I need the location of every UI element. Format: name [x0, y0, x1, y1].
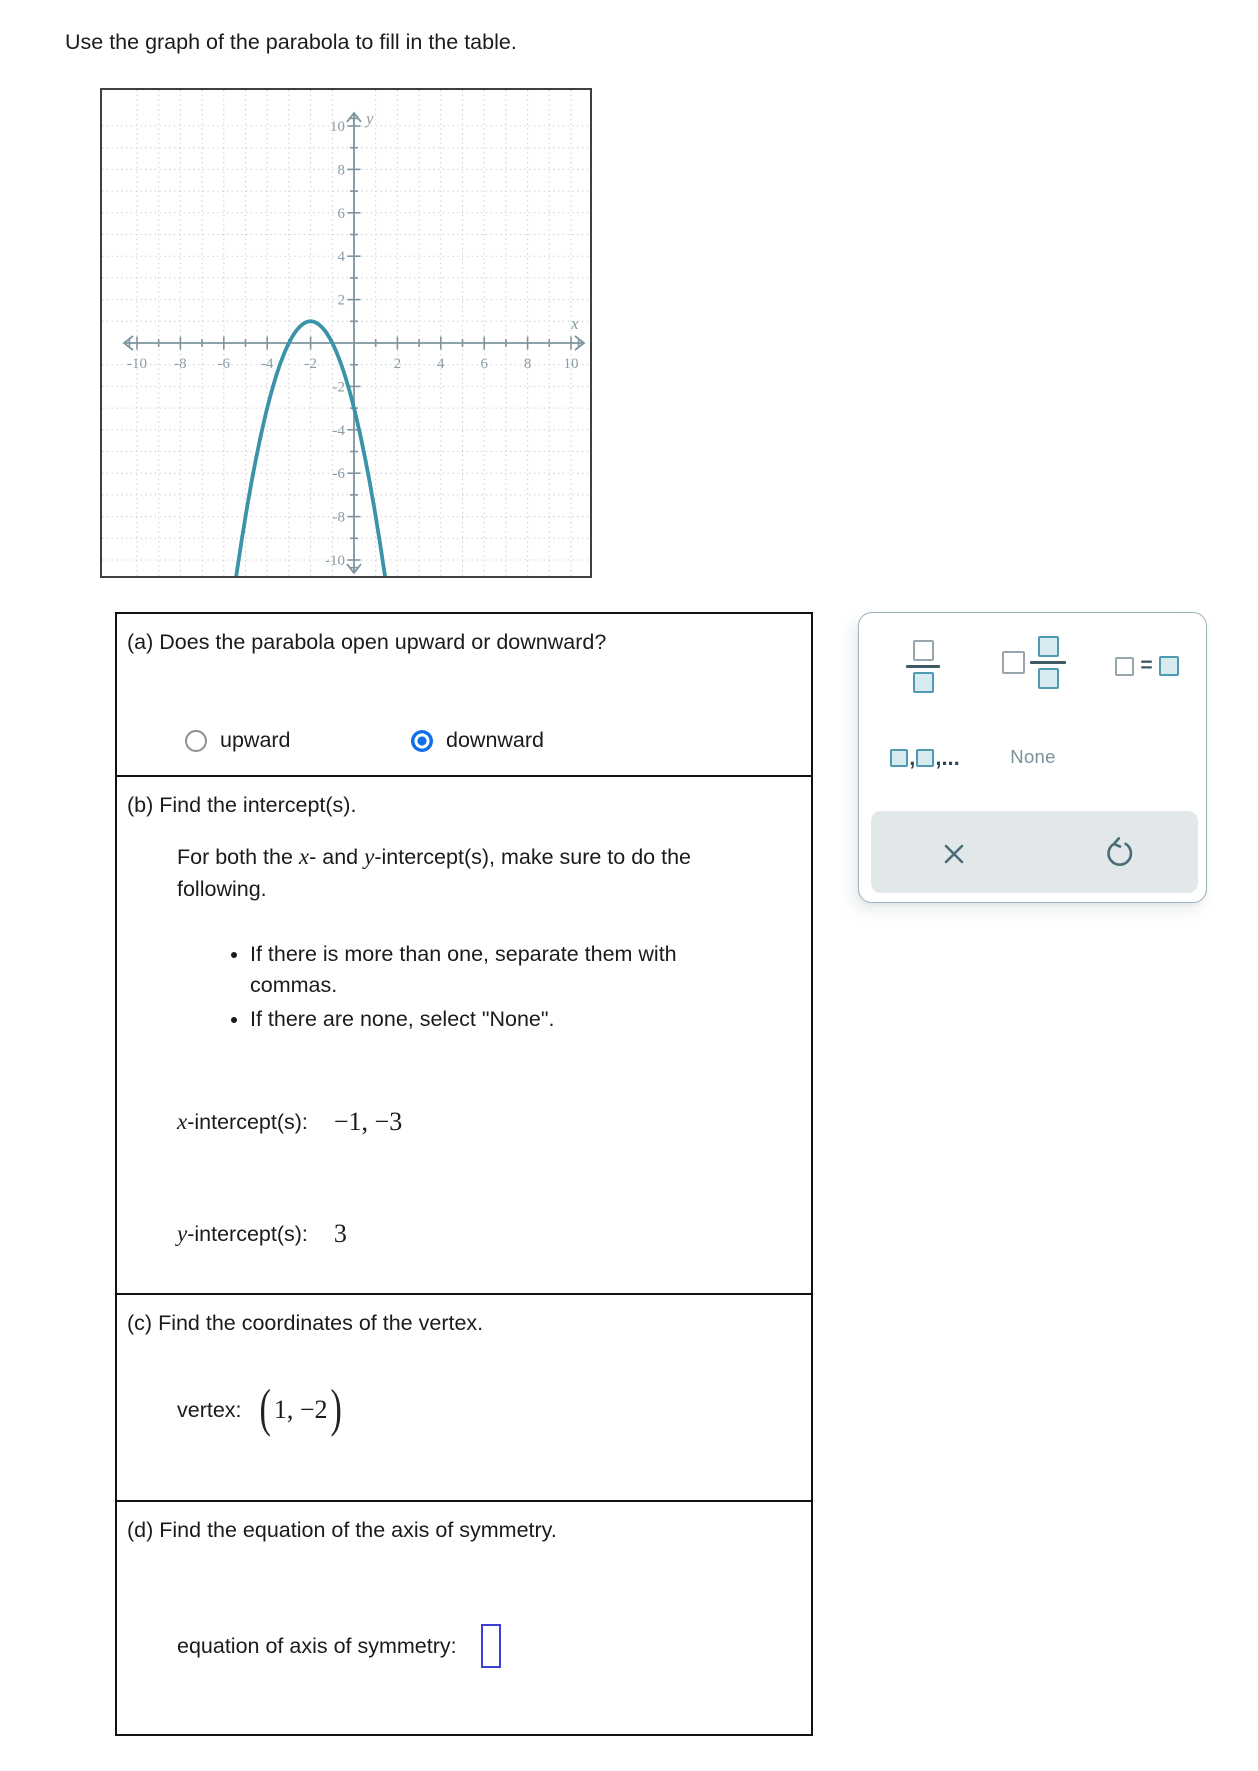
part-d-heading-text: Find the equation of the axis of symmetry.: [159, 1518, 557, 1542]
svg-text:-6: -6: [332, 466, 345, 483]
svg-text:-10: -10: [127, 356, 147, 372]
svg-text:y: y: [366, 108, 374, 128]
y-variable: y: [364, 844, 375, 869]
page-title: Use the graph of the parabola to fill in the table.: [65, 30, 517, 54]
axis-of-symmetry-row: [177, 1624, 501, 1668]
open-paren: (: [259, 1380, 271, 1438]
svg-text:-4: -4: [332, 422, 345, 439]
part-b-row: [117, 775, 811, 1293]
y-intercepts-value[interactable]: 3: [333, 1219, 347, 1248]
fraction-icon: [906, 640, 940, 693]
equation-icon: =: [1115, 654, 1178, 678]
part-a-question-text: Does the parabola open upward or downward?: [159, 630, 607, 654]
vertex-value[interactable]: [259, 1380, 342, 1438]
question-table: [115, 612, 813, 1736]
radio-option-downward[interactable]: [411, 728, 544, 753]
part-a-question: [127, 630, 606, 655]
svg-text:-2: -2: [304, 356, 317, 372]
note-segment: - and: [309, 845, 365, 869]
comma-list-template-button[interactable]: [879, 725, 971, 770]
svg-text:x: x: [571, 314, 579, 333]
part-b-note: [177, 841, 722, 905]
y-intercepts-row: [177, 1219, 347, 1249]
vertex-coordinates: 1, −2: [273, 1395, 328, 1424]
svg-text:6: 6: [337, 205, 345, 222]
note-segment: For both the: [177, 845, 299, 869]
mixed-number-icon: [1002, 636, 1066, 689]
radio-downward-label: downward: [446, 728, 544, 752]
axis-of-symmetry-label: equation of axis of symmetry:: [177, 1633, 457, 1658]
radio-option-upward[interactable]: [185, 728, 291, 753]
part-b-heading: [127, 793, 356, 818]
clear-button[interactable]: [919, 825, 989, 883]
bullet-item: • If there are none, select "None".: [250, 1004, 700, 1035]
part-a-label: (a): [127, 630, 154, 654]
part-b-heading-text: Find the intercept(s).: [159, 793, 357, 817]
svg-text:-10: -10: [325, 553, 345, 569]
none-button[interactable]: [993, 737, 1073, 777]
svg-text:-4: -4: [260, 356, 274, 372]
comma-list-icon: , ,...: [890, 749, 960, 767]
vertex-label: vertex:: [177, 1397, 242, 1422]
clear-x-icon: [938, 838, 970, 870]
svg-text:2: 2: [393, 356, 402, 372]
y-intercepts-label: y-intercept(s):: [177, 1221, 308, 1246]
svg-text:-6: -6: [217, 356, 231, 372]
parabola-graph: [100, 88, 592, 578]
svg-text:4: 4: [437, 356, 445, 372]
svg-text:-2: -2: [332, 379, 345, 396]
fraction-template-button[interactable]: [893, 633, 953, 699]
svg-text:10: 10: [563, 356, 579, 372]
svg-text:-8: -8: [332, 509, 345, 526]
svg-text:8: 8: [337, 162, 345, 179]
svg-text:8: 8: [523, 356, 532, 372]
radio-downward[interactable]: [411, 730, 433, 752]
part-d-heading: [127, 1518, 557, 1543]
undo-arrow-icon: [1101, 836, 1137, 872]
svg-text:-8: -8: [174, 356, 187, 372]
parabola-graph-svg: [102, 90, 590, 576]
part-d-row: [117, 1500, 811, 1734]
undo-button[interactable]: [1084, 825, 1154, 883]
x-intercepts-row: [177, 1107, 402, 1137]
svg-text:10: 10: [330, 119, 345, 135]
x-variable: x: [298, 844, 310, 869]
bullet-item: • If there is more than one, separate them with commas.: [250, 939, 700, 1001]
radio-upward[interactable]: [185, 730, 207, 752]
part-c-heading: [127, 1311, 483, 1336]
vertex-row: [177, 1380, 342, 1438]
x-intercepts-value[interactable]: −1, −3: [333, 1107, 403, 1136]
close-paren: ): [330, 1380, 342, 1438]
svg-text:2: 2: [337, 292, 345, 309]
part-a-row: [117, 614, 811, 775]
part-d-label: (d): [127, 1518, 154, 1542]
axis-of-symmetry-input[interactable]: [481, 1624, 501, 1668]
svg-text:4: 4: [337, 249, 345, 266]
part-b-label: (b): [127, 793, 154, 817]
equation-template-button[interactable]: [1101, 646, 1193, 686]
math-input-palette: [858, 612, 1207, 903]
part-b-bullet-list: [222, 939, 700, 1038]
none-button-label: None: [1010, 746, 1056, 767]
part-c-row: [117, 1293, 811, 1500]
note-segment: -intercept(s), make sure to do the following.: [177, 845, 691, 901]
svg-text:6: 6: [480, 356, 488, 372]
part-c-heading-text: Find the coordinates of the vertex.: [158, 1311, 484, 1335]
mixed-number-template-button[interactable]: [992, 625, 1076, 699]
radio-upward-label: upward: [220, 728, 291, 752]
part-c-label: (c): [127, 1311, 153, 1335]
x-intercepts-label: x-intercept(s):: [177, 1109, 308, 1134]
